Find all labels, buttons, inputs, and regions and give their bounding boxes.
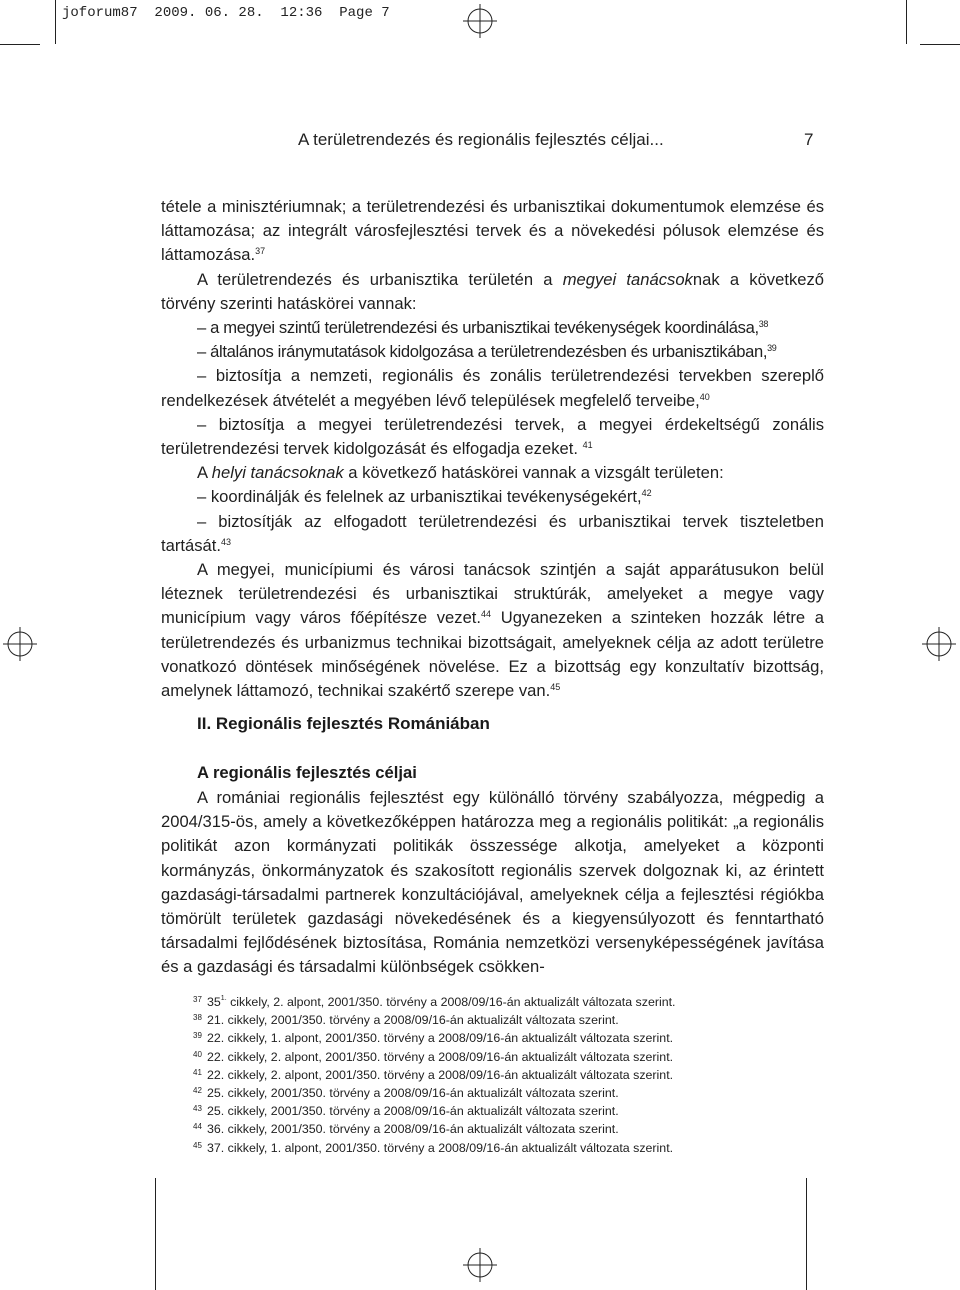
footnote-number: 42: [193, 1086, 202, 1096]
list-item-text: – biztosítja a megyei területrendezési tervek, a megyei érdekeltségű zonális területrendezési tervek kidolgozását és elfogadja ezeket.: [161, 414, 824, 459]
footnote-text: 25. cikkely, 2001/350. törvény a 2008/09/16-án aktualizált változata szerint.: [207, 1086, 619, 1101]
footnote-text: 37. cikkely, 1. alpont, 2001/350. törvény a 2008/09/16-án aktualizált változata szerint.: [207, 1140, 674, 1155]
paragraph-text: tétele a minisztériumnak; a területrendezési és urbanisztikai dokumentumok elemzése és láttamozása; az integrált városfejlesztési tervek és a növekedési pólusok elemzése és láttamozása.: [161, 197, 824, 265]
running-head: A területrendezés és regionális fejlesztés céljai...: [298, 130, 664, 149]
footnote-ref: 40: [699, 391, 710, 402]
footnote-number: 44: [193, 1122, 202, 1132]
footnote-number: 45: [193, 1140, 202, 1150]
footnote-number: 40: [193, 1049, 202, 1059]
list-item-text: – általános iránymutatások kidolgozása a területrendezésben és urbanisztikában,: [197, 342, 768, 362]
footnote-number: 38: [193, 1013, 202, 1023]
footnote-number: 39: [193, 1031, 202, 1041]
list-item: [161, 510, 824, 558]
trim-mark: [55, 0, 56, 44]
registration-mark-icon: [463, 4, 497, 38]
footnote: [193, 1010, 676, 1028]
footnote-text: 22. cikkely, 1. alpont, 2001/350. törvény a 2008/09/16-án aktualizált változata szerint.: [207, 1031, 674, 1046]
paragraph: A romániai regionális fejlesztést egy különálló törvény szabályozza, mégpedig a 2004/315-ös, amely a következőképpen határozza meg a regionális politikát: „a regionális politikát azon kormányzati politikák összessége alkotja, amelyeket a központi kormányzás, önkormányzatok és szakosított regionális szervek dolgoznak ki, az érintett gazdasági-társadalmi partnerek konzultációjával, amelyeknek célja a fejlesztési régiókba tömörült területek gazdasági növekedésének és a kiegyensúlyozott és fenntartható társadalmi fejlődésének biztosítása, Románia nemzetközi versenyképességének javítása és a gazdasági és társadalmi különbségek csökken-: [161, 788, 824, 977]
registration-mark-icon: [3, 627, 37, 661]
footnote: [193, 992, 676, 1010]
body-text: [161, 195, 824, 703]
registration-mark-icon: [463, 1248, 497, 1282]
footnote-ref: 37: [255, 246, 266, 257]
footnote-number: 41: [193, 1067, 202, 1077]
paragraph-text: A megyei, municípiumi és városi tanácsok szintjén a saját apparátusukon belül léteznek területrendezési és urbanisztikai struktúrák, amelyeket a megye vagy municípium vagy város főépítésze vezet.: [161, 560, 824, 628]
list-item-text: – biztosítják az elfogadott területrendezési és urbanisztikai tervek tiszteletben tartását.: [161, 511, 824, 555]
footnote-ref: 41: [582, 440, 593, 451]
list-item-text: – koordinálják és felelnek az urbanisztikai tevékenységekért,: [197, 487, 642, 507]
footnote-text: 25. cikkely, 2001/350. törvény a 2008/09/16-án aktualizált változata szerint.: [207, 1104, 619, 1119]
footnote-text: cikkely, 2. alpont, 2001/350. törvény a 2008/09/16-án aktualizált változata szerint.: [226, 995, 676, 1009]
footnote-text: 36. cikkely, 2001/350. törvény a 2008/09/16-án aktualizált változata szerint.: [207, 1122, 619, 1137]
footnote-text: 21. cikkely, 2001/350. törvény a 2008/09/16-án aktualizált változata szerint.: [207, 1013, 619, 1028]
italic-term: megyei tanácsok: [562, 269, 693, 289]
footnotes: [193, 992, 676, 1156]
footnote-ref: 45: [550, 682, 561, 693]
list-item: [161, 413, 824, 461]
section-heading: II. Regionális fejlesztés Romániában: [197, 714, 490, 733]
footnote: [193, 1065, 676, 1083]
footnote: [193, 1083, 676, 1101]
trim-mark: [155, 1178, 156, 1290]
subsection-heading: A regionális fejlesztés céljai: [197, 763, 417, 782]
paragraph-text: A területrendezés és urbanisztika területén a: [197, 269, 563, 289]
paragraph-text: nak a következő törvény szerinti hatáskörei vannak:: [161, 269, 824, 313]
paragraph: [161, 558, 824, 703]
list-item-text: – biztosítja a nemzeti, regionális és zonális területrendezési tervekben szereplő rendelkezések átvételét a megyében lévő települések megfelelő terveibe,: [161, 366, 824, 410]
footnote-ref: 43: [220, 536, 231, 547]
list-item: [161, 340, 824, 364]
paragraph: [161, 461, 824, 485]
paragraph-text: a következő hatáskörei vannak a vizsgált területen:: [343, 463, 724, 483]
footnote-sup: 1.: [220, 995, 227, 1002]
footnote-number: 43: [193, 1104, 202, 1114]
trim-mark: [0, 44, 40, 45]
trim-mark: [906, 0, 907, 44]
footnote-ref: 44: [481, 609, 492, 620]
footnote-number: 37: [193, 995, 202, 1004]
print-slug: joforum87 2009. 06. 28. 12:36 Page 7: [62, 5, 390, 21]
registration-mark-icon: [922, 627, 956, 661]
footnote: [193, 1028, 676, 1046]
page-number: 7: [804, 130, 814, 149]
list-item: [161, 485, 824, 509]
footnote: [193, 1101, 676, 1119]
list-item: [161, 364, 824, 412]
footnote-ref: 39: [767, 343, 777, 354]
trim-mark: [806, 1178, 807, 1290]
list-item: [161, 316, 824, 340]
footnote-ref: 38: [758, 319, 769, 330]
footnote: [193, 1138, 676, 1156]
footnote-text: 22. cikkely, 2. alpont, 2001/350. törvény a 2008/09/16-án aktualizált változata szerint.: [207, 1049, 674, 1064]
paragraph-text: Ugyanezeken a szinteken hozzák létre a területrendezés és urbanizmus technikai bizottságait, amelyeknek célja az adott területre vonatkozó döntések minőségének növelése. Ez a bizottság egy konzultatív bizottság, amelynek láttamozó, technikai szakértő szerepe van.: [161, 608, 825, 701]
footnote: [193, 1047, 676, 1065]
body-text: [161, 786, 824, 980]
list-item-text: – a megyei szintű területrendezési és urbanisztikai tevékenységek koordinálása,: [197, 318, 759, 338]
paragraph-text: A: [197, 463, 212, 483]
footnote-text: 35: [207, 995, 221, 1009]
italic-term: helyi tanácsoknak: [211, 463, 344, 483]
footnote: [193, 1119, 676, 1137]
paragraph: [161, 268, 824, 316]
trim-mark: [920, 44, 960, 45]
footnote-text: 22. cikkely, 2. alpont, 2001/350. törvény a 2008/09/16-án aktualizált változata szerint.: [207, 1067, 674, 1082]
paragraph: [161, 195, 824, 268]
footnote-ref: 42: [641, 488, 652, 499]
